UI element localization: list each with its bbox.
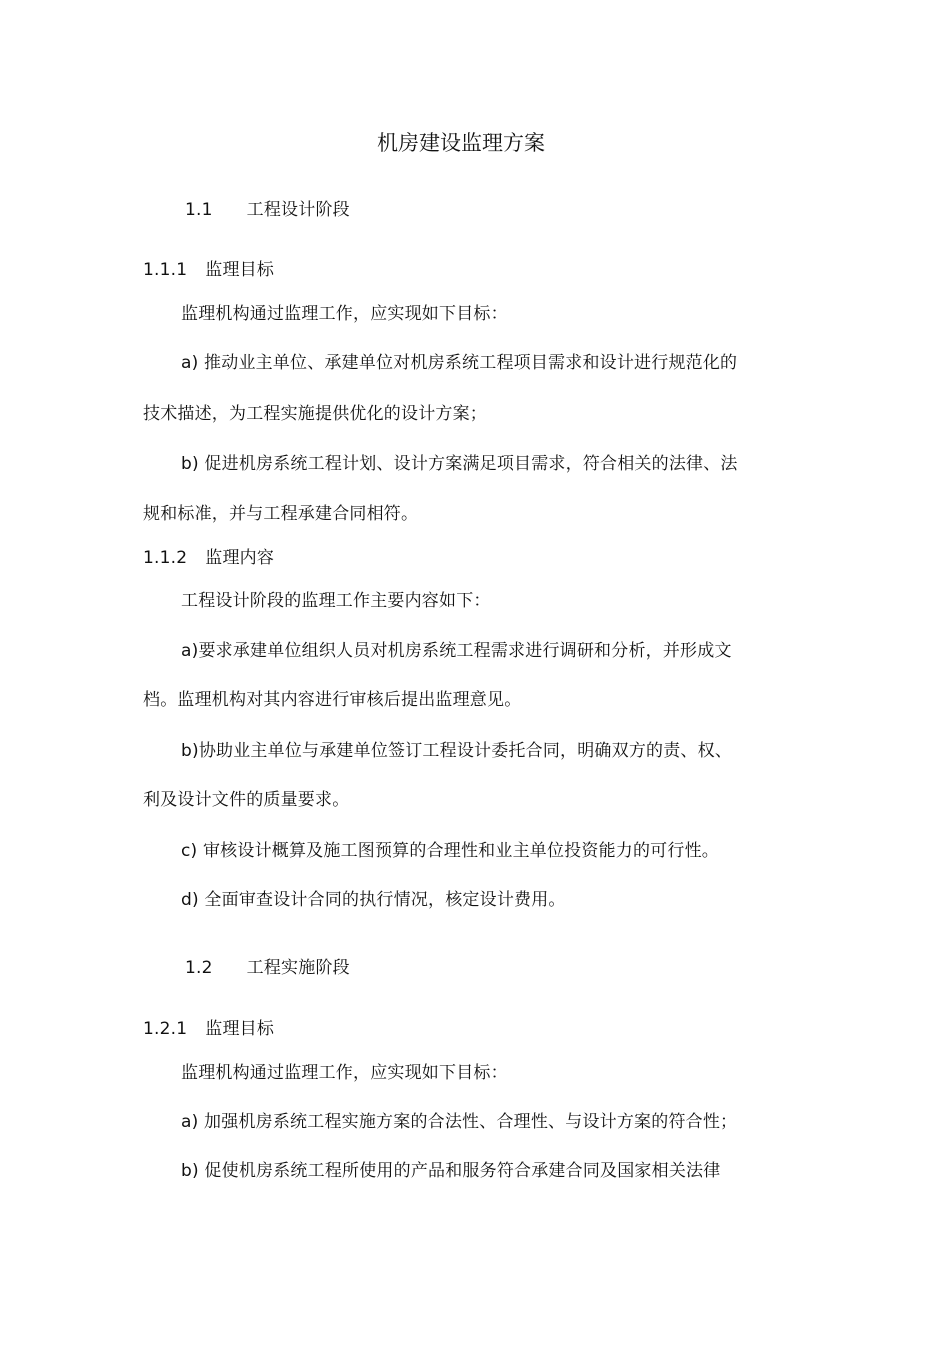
paragraph-line: a) 推动业主单位、承建单位对机房系统工程项目需求和设计进行规范化的 (181, 353, 738, 373)
subsection-title: 监理内容 (205, 548, 275, 568)
subsection-heading-1-2-1 (143, 1018, 274, 1040)
paragraph-line: 规和标准，并与工程承建合同相符。 (143, 504, 419, 524)
paragraph-line: b)协助业主单位与承建单位签订工程设计委托合同，明确双方的责、权、 (181, 741, 733, 761)
subsection-title: 监理目标 (205, 1019, 275, 1039)
subsection-number: 1.1.2 (143, 548, 188, 568)
paragraph-line: a) 加强机房系统工程实施方案的合法性、合理性、与设计方案的符合性； (181, 1112, 738, 1132)
paragraph-line: 技术描述，为工程实施提供优化的设计方案； (143, 404, 487, 424)
section-heading-1-2 (185, 957, 350, 979)
paragraph-line: 利及设计文件的质量要求。 (143, 790, 350, 810)
paragraph-line: 档。监理机构对其内容进行审核后提出监理意见。 (143, 690, 522, 710)
section-number: 1.1 (185, 200, 213, 220)
paragraph-line: b) 促使机房系统工程所使用的产品和服务符合承建合同及国家相关法律 (181, 1161, 721, 1181)
section-title: 工程实施阶段 (246, 958, 350, 978)
paragraph-intro: 工程设计阶段的监理工作主要内容如下： (181, 591, 491, 611)
document-title: 机房建设监理方案 (377, 131, 545, 155)
section-number: 1.2 (185, 958, 213, 978)
paragraph-line: b) 促进机房系统工程计划、设计方案满足项目需求，符合相关的法律、法 (181, 454, 738, 474)
paragraph-intro: 监理机构通过监理工作，应实现如下目标： (181, 1063, 508, 1083)
paragraph-line: d) 全面审查设计合同的执行情况，核定设计费用。 (181, 890, 566, 910)
subsection-number: 1.1.1 (143, 260, 188, 280)
subsection-heading-1-1-2 (143, 547, 274, 569)
paragraph-line: a)要求承建单位组织人员对机房系统工程需求进行调研和分析，并形成文 (181, 641, 732, 661)
subsection-heading-1-1-1 (143, 259, 274, 281)
section-title: 工程设计阶段 (246, 200, 350, 220)
subsection-number: 1.2.1 (143, 1019, 188, 1039)
subsection-title: 监理目标 (205, 260, 275, 280)
paragraph-intro: 监理机构通过监理工作，应实现如下目标： (181, 304, 508, 324)
section-heading-1-1 (185, 199, 350, 221)
paragraph-line: c) 审核设计概算及施工图预算的合理性和业主单位投资能力的可行性。 (181, 841, 719, 861)
